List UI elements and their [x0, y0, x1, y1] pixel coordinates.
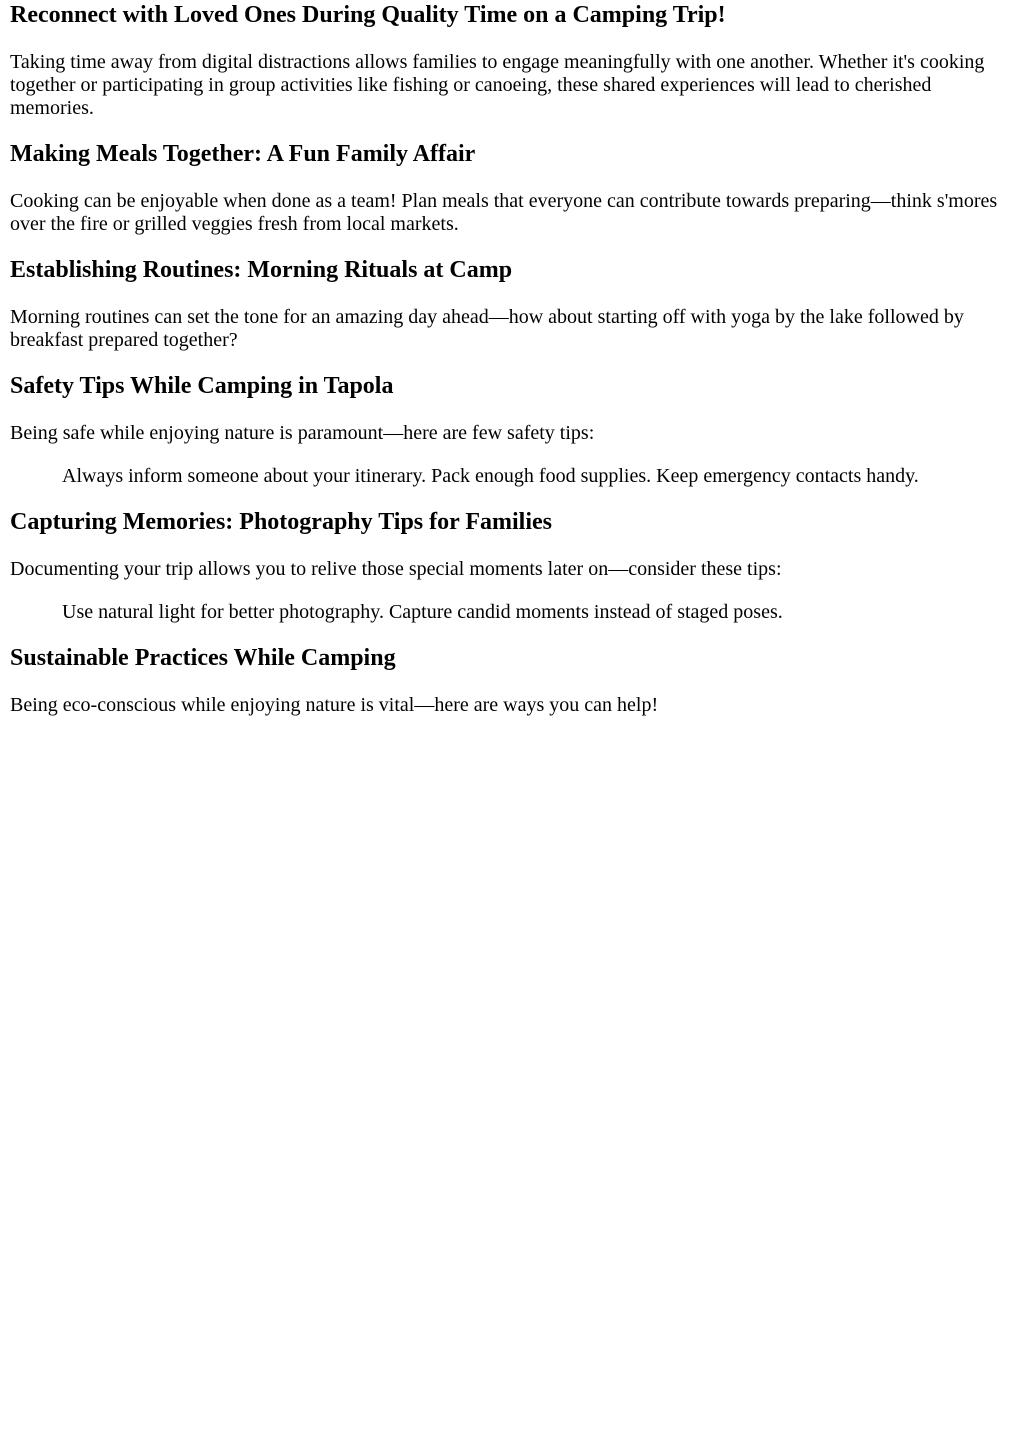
section-heading: Sustainable Practices While Camping [10, 645, 396, 671]
tips-quote: Use natural light for better photography. Capture candid moments instead of staged poses. [62, 601, 783, 623]
section-heading: Making Meals Together: A Fun Family Affair [10, 141, 476, 167]
section-paragraph: Cooking can be enjoyable when done as a team! Plan meals that everyone can contribute towards preparing—think s'mores over the fire or grilled veggies fresh from local markets. [10, 190, 998, 235]
section-morning-routines [10, 256, 1014, 352]
section-paragraph: Being safe while enjoying nature is paramount—here are few safety tips: [10, 422, 595, 444]
tips-quote: Always inform someone about your itinerary. Pack enough food supplies. Keep emergency contacts handy. [62, 465, 919, 487]
section-sustainable-practices [10, 644, 1014, 717]
section-paragraph: Documenting your trip allows you to relive those special moments later on—consider these tips: [10, 558, 782, 580]
section-paragraph: Being eco-conscious while enjoying nature is vital—here are ways you can help! [10, 694, 659, 716]
section-photography-tips [10, 508, 1014, 624]
section-making-meals [10, 140, 1014, 236]
section-safety-tips [10, 372, 1014, 488]
article [0, 1, 1024, 717]
section-paragraph: Taking time away from digital distractions allows families to engage meaningfully with one another. Whether it's cooking together or participating in group activities like fishing or canoeing, these shared experiences will lead to cherished memories. [10, 51, 985, 119]
section-paragraph: Morning routines can set the tone for an amazing day ahead—how about starting off with yoga by the lake followed by breakfast prepared together? [10, 306, 964, 351]
section-reconnect [10, 1, 1014, 120]
section-heading: Establishing Routines: Morning Rituals at Camp [10, 257, 513, 283]
section-heading: Capturing Memories: Photography Tips for Families [10, 509, 552, 535]
section-heading: Safety Tips While Camping in Tapola [10, 373, 394, 399]
section-heading: Reconnect with Loved Ones During Quality Time on a Camping Trip! [10, 2, 726, 28]
